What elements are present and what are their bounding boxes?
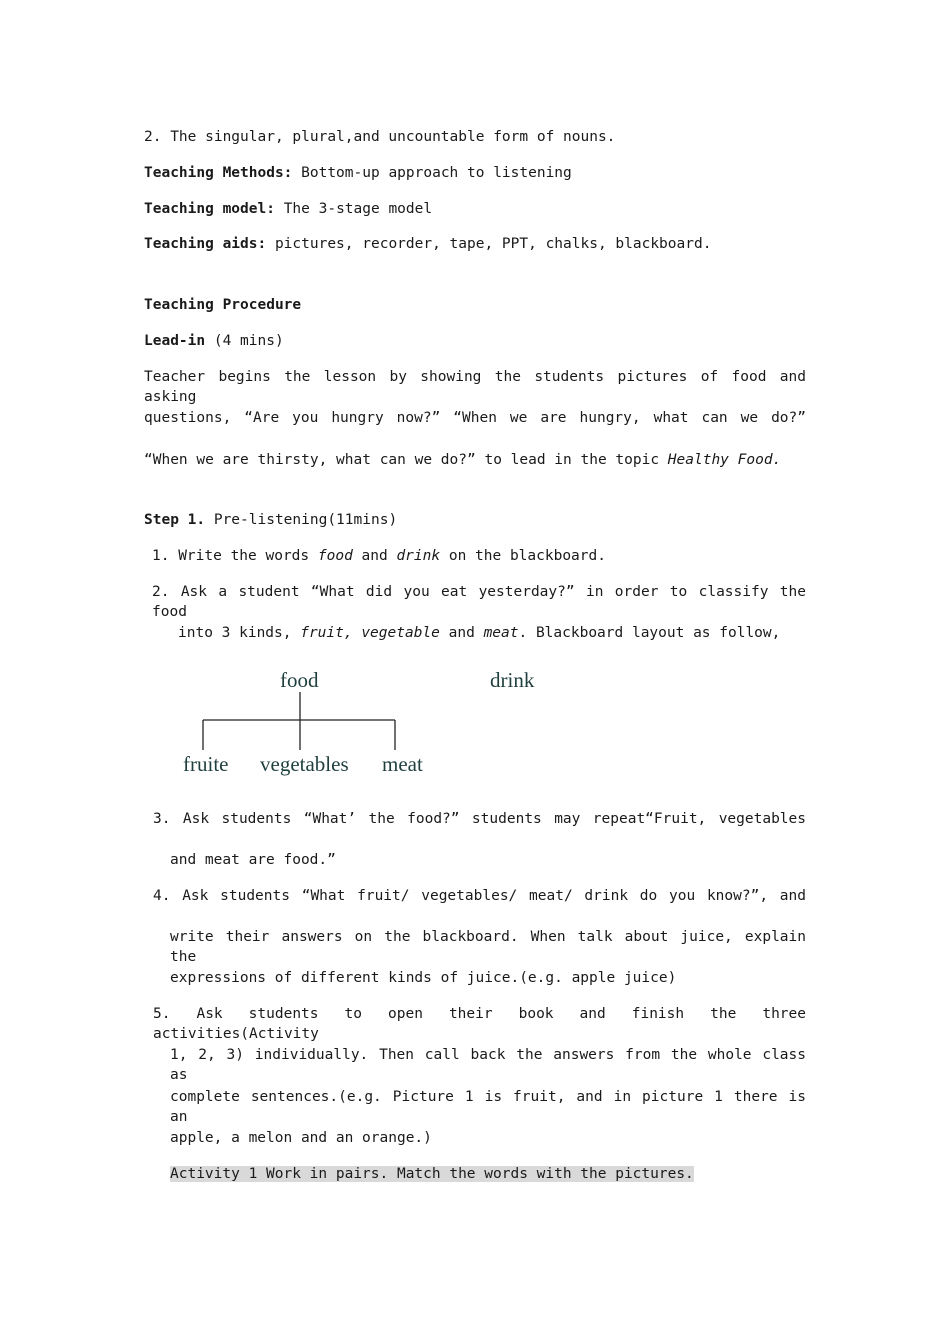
step1-heading bbox=[144, 510, 806, 530]
step1-item-2-line-1: 2. Ask a student “What did you eat yesterday?” in order to classify the food bbox=[152, 584, 806, 620]
step1-item-4-line-3: expressions of different kinds of juice.(e.g. apple juice) bbox=[170, 970, 677, 986]
teaching-model-label: Teaching model: bbox=[144, 201, 275, 217]
teaching-methods-value: Bottom-up approach to listening bbox=[301, 165, 572, 181]
step1-item-3-line-1: 3. Ask students “What’ the food?” students may repeat“Fruit, vegetables bbox=[153, 811, 806, 827]
step1-item-1-text: 1. Write the words bbox=[152, 548, 318, 564]
diagram-child-vegetables: vegetables bbox=[260, 752, 349, 776]
teaching-methods bbox=[144, 163, 806, 183]
teaching-aids-label: Teaching aids: bbox=[144, 236, 267, 252]
step1-label: Step 1. bbox=[144, 512, 206, 528]
leadin-line-3-text: “When we are thirsty, what can we do?” to lead in the topic bbox=[144, 452, 668, 468]
step1-item-3-line-2: and meat are food.” bbox=[170, 852, 336, 868]
step1-item-4-line-2: write their answers on the blackboard. When talk about juice, explain the bbox=[170, 929, 806, 965]
teaching-model bbox=[144, 199, 806, 219]
step1-item-5-line-3: complete sentences.(e.g. Picture 1 is fruit, and in picture 1 there is an bbox=[170, 1089, 806, 1125]
word-drink: drink bbox=[396, 548, 441, 564]
step1-item-1-and: and bbox=[352, 548, 397, 564]
step1-item-5-line-4: apple, a melon and an orange.) bbox=[170, 1130, 432, 1146]
word-food: food bbox=[317, 548, 353, 564]
food-tree-svg bbox=[170, 660, 590, 785]
activity-1-instruction bbox=[170, 1164, 806, 1184]
teaching-model-value: The 3-stage model bbox=[283, 201, 433, 217]
diagram-root-food: food bbox=[280, 668, 319, 692]
step1-item-5-line-1: 5. Ask students to open their book and finish the three activities(Activity bbox=[153, 1006, 806, 1042]
leadin-topic: Healthy Food. bbox=[667, 452, 782, 468]
leadin-label: Lead-in bbox=[144, 333, 206, 349]
words-fruit-vegetable: fruit, vegetable bbox=[300, 625, 440, 641]
step1-item-2-line-2 bbox=[178, 623, 806, 643]
teaching-aids-value: pictures, recorder, tape, PPT, chalks, blackboard. bbox=[274, 236, 712, 252]
leadin-line-3 bbox=[144, 450, 806, 470]
step1-item-4-line-1: 4. Ask students “What fruit/ vegetables/ meat/ drink do you know?”, and bbox=[153, 888, 806, 904]
teaching-methods-label: Teaching Methods: bbox=[144, 165, 293, 181]
step1-item-1 bbox=[152, 546, 806, 566]
leadin-heading bbox=[144, 331, 806, 351]
diagram-drink: drink bbox=[490, 668, 535, 692]
word-meat: meat bbox=[483, 625, 519, 641]
step1-item-2-end: . Blackboard layout as follow, bbox=[518, 625, 781, 641]
step1-item-2-and: and bbox=[439, 625, 484, 641]
blackboard-diagram bbox=[170, 660, 590, 785]
step1-item-5-line-2: 1, 2, 3) individually. Then call back the answers from the whole class as bbox=[170, 1047, 806, 1083]
step1-item-2-text: into 3 kinds, bbox=[178, 625, 301, 641]
step1-item-1-end: on the blackboard. bbox=[440, 548, 606, 564]
step1-title: Pre-listening(11mins) bbox=[213, 512, 398, 528]
procedure-heading: Teaching Procedure bbox=[144, 297, 302, 313]
leadin-line-2: questions, “Are you hungry now?” “When we are hungry, what can we do?” bbox=[144, 410, 806, 426]
objective-item-2: 2. The singular, plural,and uncountable form of nouns. bbox=[144, 129, 616, 145]
teaching-aids bbox=[144, 234, 806, 254]
leadin-time: (4 mins) bbox=[213, 333, 284, 349]
leadin-line-1: Teacher begins the lesson by showing the students pictures of food and asking bbox=[144, 369, 806, 405]
diagram-child-meat: meat bbox=[382, 752, 423, 776]
activity-1-highlight: Activity 1 Work in pairs. Match the words with the pictures. bbox=[170, 1166, 694, 1182]
diagram-child-fruite: fruite bbox=[183, 752, 229, 776]
